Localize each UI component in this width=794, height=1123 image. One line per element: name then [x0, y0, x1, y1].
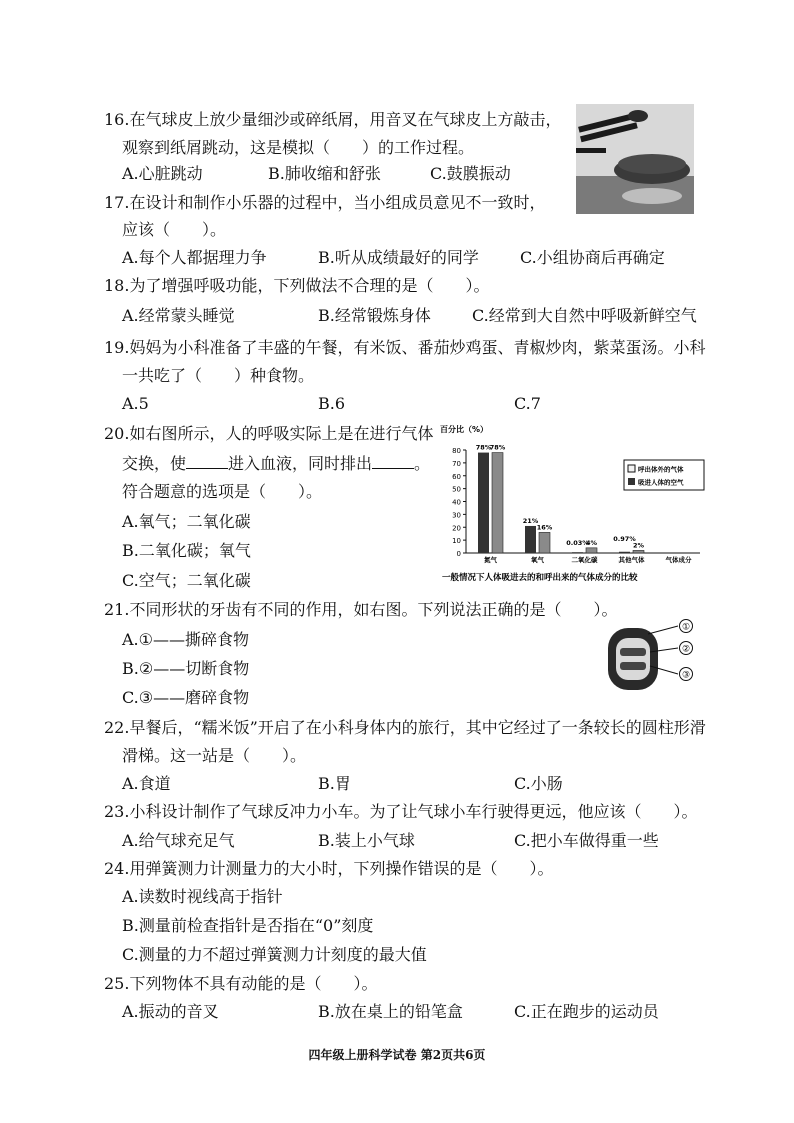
chart-data-label: 16% — [536, 523, 553, 532]
q17-option-a: A.每个人都据理力争 — [122, 248, 267, 267]
q25-option-a: A.振动的音叉 — [122, 1002, 219, 1021]
q18-option-c: C.经常到大自然中呼吸新鲜空气 — [472, 306, 697, 325]
q20-stem-part2: 进入血液，同时排出 — [228, 454, 373, 473]
q25-option-c: C.正在跑步的运动员 — [514, 1002, 659, 1021]
chart-category-label: 二氧化碳 — [571, 556, 598, 564]
gas-composition-chart — [438, 420, 708, 588]
teeth-label-3: ③ — [681, 670, 691, 681]
q25-option-b: B.放在桌上的铅笔盒 — [318, 1002, 463, 1021]
q21-option-a: A.①——撕碎食物 — [122, 630, 249, 649]
teeth-row-upper — [620, 648, 646, 656]
q21-stem: 21.不同形状的牙齿有不同的作用，如右图。下列说法正确的是（ ）。 — [104, 600, 618, 619]
chart-category-label: 氧气 — [531, 556, 544, 564]
chart-ytick-label: 70 — [452, 459, 461, 468]
chart-bar-inhaled — [619, 552, 630, 553]
q20-stem-line3: 符合题意的选项是（ ）。 — [122, 482, 323, 501]
q23-option-a: A.给气球充足气 — [122, 831, 235, 850]
q18-option-a: A.经常蒙头睡觉 — [122, 306, 235, 325]
q19-option-c: C.7 — [514, 394, 541, 413]
q24-option-a: A.读数时视线高于指针 — [122, 887, 283, 906]
q17-stem-line1: 17.在设计和制作小乐器的过程中，当小组成员意见不一致时， — [104, 193, 546, 212]
chart-ytick-label: 60 — [452, 472, 461, 481]
q24-option-b: B.测量前检查指针是否指在“0”刻度 — [122, 916, 374, 935]
chart-bar-inhaled — [478, 453, 489, 553]
chart-ytick-label: 30 — [452, 511, 461, 520]
q20-option-b: B.二氧化碳；氧气 — [122, 541, 251, 560]
chart-data-label: 0.03% — [566, 539, 589, 547]
chart-ytick-label: 50 — [452, 485, 461, 494]
q20-blank-1[interactable] — [186, 454, 228, 469]
chart-caption: 一般情况下人体吸进去的和呼出来的气体成分的比较 — [442, 573, 638, 583]
q20-stem-line1: 20.如右图所示，人的呼吸实际上是在进行气体 — [104, 424, 434, 443]
page-footer: 四年级上册科学试卷 第2页共6页 — [308, 1048, 486, 1062]
q16-option-c: C.鼓膜振动 — [430, 164, 511, 183]
chart-bar-exhaled — [492, 453, 503, 553]
legend-swatch-exhaled — [628, 465, 635, 472]
q23-option-c: C.把小车做得重一些 — [514, 831, 659, 850]
q20-stem-part3: 。 — [414, 454, 431, 473]
q23-option-b: B.装上小气球 — [318, 831, 415, 850]
q19-option-b: B.6 — [318, 394, 346, 413]
q17-stem-line2: 应该（ ）。 — [122, 220, 227, 239]
q21-option-b: B.②——切断食物 — [122, 659, 250, 678]
chart-data-label: 2% — [632, 541, 645, 550]
chart-category-label: 氮气 — [484, 556, 497, 564]
q21-option-c: C.③——磨碎食物 — [122, 688, 250, 707]
chart-bar-exhaled — [633, 550, 644, 553]
q19-option-a: A.5 — [122, 394, 149, 413]
chart-ytick-label: 0 — [456, 550, 461, 558]
teeth-row-lower — [620, 662, 646, 670]
q19-stem-line2: 一共吃了（ ）种食物。 — [122, 366, 315, 385]
teeth-label-1: ① — [681, 622, 691, 633]
q24-option-c: C.测量的力不超过弹簧测力计刻度的最大值 — [122, 945, 427, 964]
chart-ylabel: 百分比（%） — [440, 425, 489, 434]
q16-option-a: A.心脏跳动 — [122, 164, 203, 183]
q22-option-b: B.胃 — [318, 774, 351, 793]
q20-stem-line2 — [122, 454, 430, 474]
chart-ytick-label: 20 — [452, 524, 461, 533]
q25-stem: 25.下列物体不具有动能的是（ ）。 — [104, 974, 378, 993]
teeth-label-2: ② — [681, 644, 691, 655]
chart-bar-inhaled — [572, 552, 583, 553]
q20-stem-part1: 交换，使 — [122, 454, 187, 473]
legend-inhaled: 吸进人体的空气 — [638, 478, 684, 487]
teeth-diagram — [604, 618, 696, 700]
q17-option-c: C.小组协商后再确定 — [520, 248, 665, 267]
chart-bar-exhaled — [539, 532, 550, 553]
chart-data-label: 78% — [489, 443, 506, 452]
q22-stem-line1: 22.早餐后，“糯米饭”开启了在小科身体内的旅行，其中它经过了一条较长的圆柱形滑 — [104, 718, 706, 737]
q24-stem: 24.用弹簧测力计测量力的大小时，下列操作错误的是（ ）。 — [104, 859, 554, 878]
chart-bar-inhaled — [525, 526, 536, 553]
legend-swatch-inhaled — [628, 478, 635, 485]
chart-ytick-label: 10 — [452, 537, 461, 546]
q16-stem-line1: 16.在气球皮上放少量细沙或碎纸屑，用音叉在气球皮上方敲击， — [104, 110, 562, 129]
q22-option-a: A.食道 — [122, 774, 171, 793]
q23-stem: 23.小科设计制作了气球反冲力小车。为了让气球小车行驶得更远，他应该（ ）。 — [104, 802, 698, 821]
chart-category-label: 其他气体 — [618, 556, 645, 564]
chart-data-label: 78% — [475, 443, 492, 452]
legend-exhaled: 呼出体外的气体 — [638, 465, 684, 474]
chart-ytick-label: 80 — [452, 447, 461, 455]
chart-category-label: 气体成分 — [665, 556, 692, 564]
chart-ytick-label: 40 — [452, 498, 461, 507]
q17-option-b: B.听从成绩最好的同学 — [318, 248, 479, 267]
tuning-fork-balloon-photo — [576, 104, 694, 214]
q18-option-b: B.经常锻炼身体 — [318, 306, 431, 325]
q22-stem-line2: 滑梯。这一站是（ ）。 — [122, 746, 307, 765]
q20-option-c: C.空气；二氧化碳 — [122, 571, 251, 590]
q16-stem-line2: 观察到纸屑跳动，这是模拟（ ）的工作过程。 — [122, 138, 475, 157]
chart-data-label: 4% — [585, 538, 598, 547]
q19-stem-line1: 19.妈妈为小科准备了丰盛的午餐，有米饭、番茄炒鸡蛋、青椒炒肉，紫菜蛋汤。小科 — [104, 338, 706, 357]
chart-data-label: 0.97% — [613, 535, 636, 543]
q20-option-a: A.氧气；二氧化碳 — [122, 512, 251, 531]
chart-data-label: 21% — [522, 516, 539, 525]
q22-option-c: C.小肠 — [514, 774, 563, 793]
q20-blank-2[interactable] — [372, 454, 414, 469]
q18-stem: 18.为了增强呼吸功能，下列做法不合理的是（ ）。 — [104, 276, 490, 295]
q16-option-b: B.肺收缩和舒张 — [268, 164, 381, 183]
mouth-inside — [616, 638, 650, 680]
chart-bar-exhaled — [586, 548, 597, 553]
